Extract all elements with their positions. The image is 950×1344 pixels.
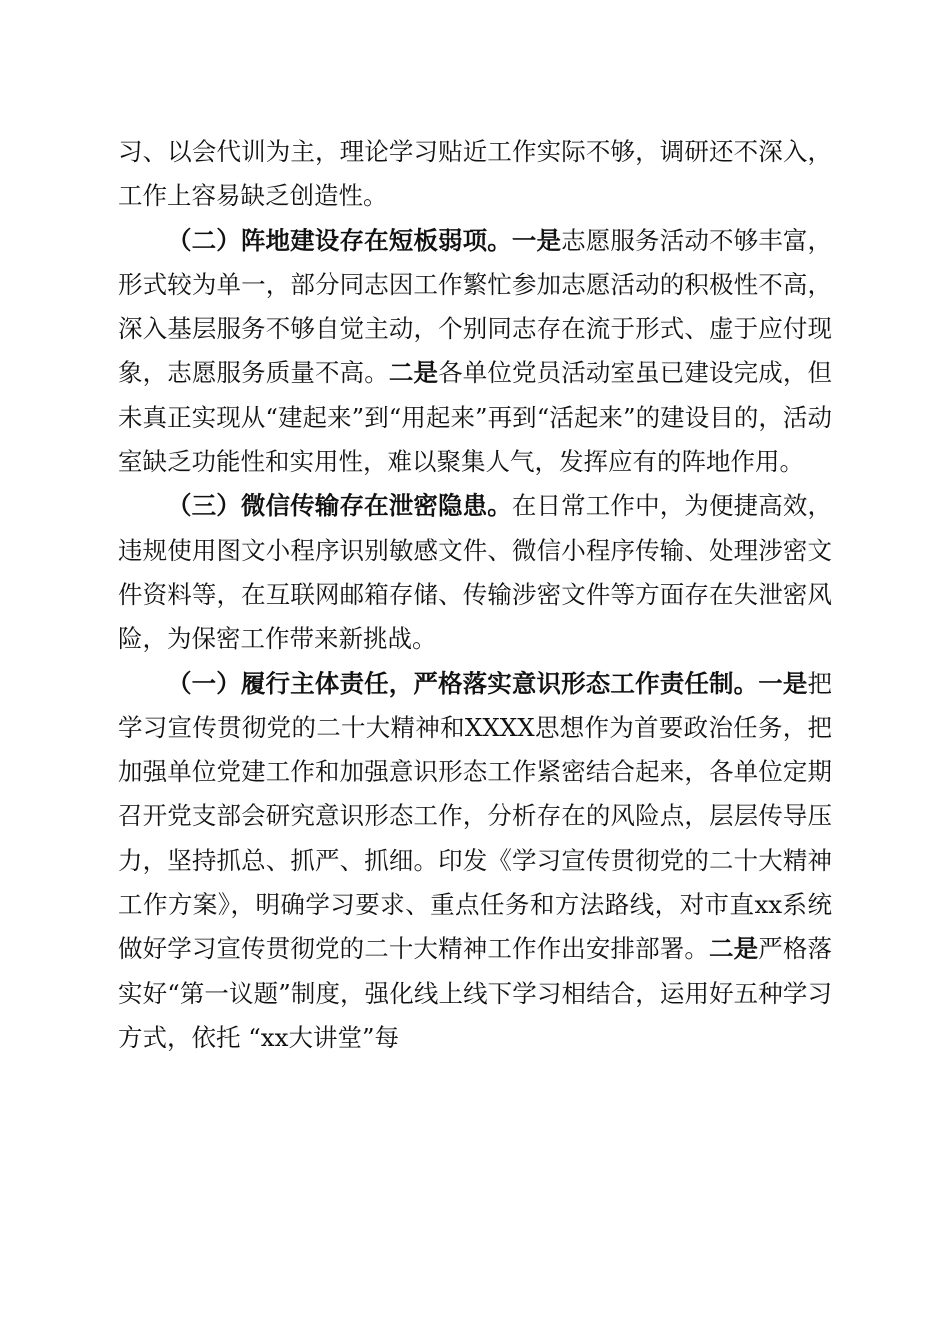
- paragraph-text: 习、以会代训为主，理论学习贴近工作实际不够，调研还不深入，工作上容易缺乏创造性。: [118, 137, 832, 211]
- paragraph-wechat-risk: [118, 484, 832, 661]
- paragraph-main-responsibility: [118, 662, 832, 1061]
- point-marker: 二是: [388, 358, 439, 388]
- paragraph-continuation: [118, 130, 832, 219]
- point-marker: 二是: [709, 934, 759, 964]
- paragraph-text: 在日常工作中，为便捷高效，违规使用图文小程序识别敏感文件、微信小程序传输、处理涉密文件资料等，在互联网邮箱存储、传输涉密文件等方面存在失泄密风险，为保密工作带来新挑战。: [118, 491, 833, 654]
- paragraph-text: 各单位党员活动室虽已建设完成，但未真正实现从“建起来”到“用起来”再到“活起来”的建设目的，活动室缺乏功能性和实用性，难以聚集人气，发挥应有的阵地作用。: [118, 358, 832, 477]
- document-page: [118, 130, 832, 1060]
- paragraph-text: 严格落实好“第一议题”制度，强化线上线下学习相结合，运用好五种学习方式，依托 “xx大讲堂”每: [118, 934, 832, 1052]
- paragraph-text: 把学习宣传贯彻党的二十大精神和XXXX思想作为首要政治任务，把加强单位党建工作和加强意识形态工作紧密结合起来，各单位定期召开党支部会研究意识形态工作，分析存在的风险点，层层传导压力，坚持抓总、抓严、抓细。印发《学习宣传贯彻党的二十大精神工作方案》，明确学习要求、重点任务和方法路线，对市直xx系统做好学习宣传贯彻党的二十大精神工作作出安排部署。: [118, 668, 832, 964]
- subheading-lead: （三）微信传输存在泄密隐患。: [167, 491, 512, 521]
- subheading-lead: （一）履行主体责任，严格落实意识形态工作责任制。一是: [167, 668, 808, 698]
- paragraph-positions-building: [118, 219, 832, 485]
- subheading-lead: （二）阵地建设存在短板弱项。一是: [167, 225, 562, 255]
- paragraph-text: 志愿服务活动不够丰富，形式较为单一，部分同志因工作繁忙参加志愿活动的积极性不高，深入基层服务不够自觉主动，个别同志存在流于形式、虚于应付现象，志愿服务质量不高。: [118, 225, 833, 388]
